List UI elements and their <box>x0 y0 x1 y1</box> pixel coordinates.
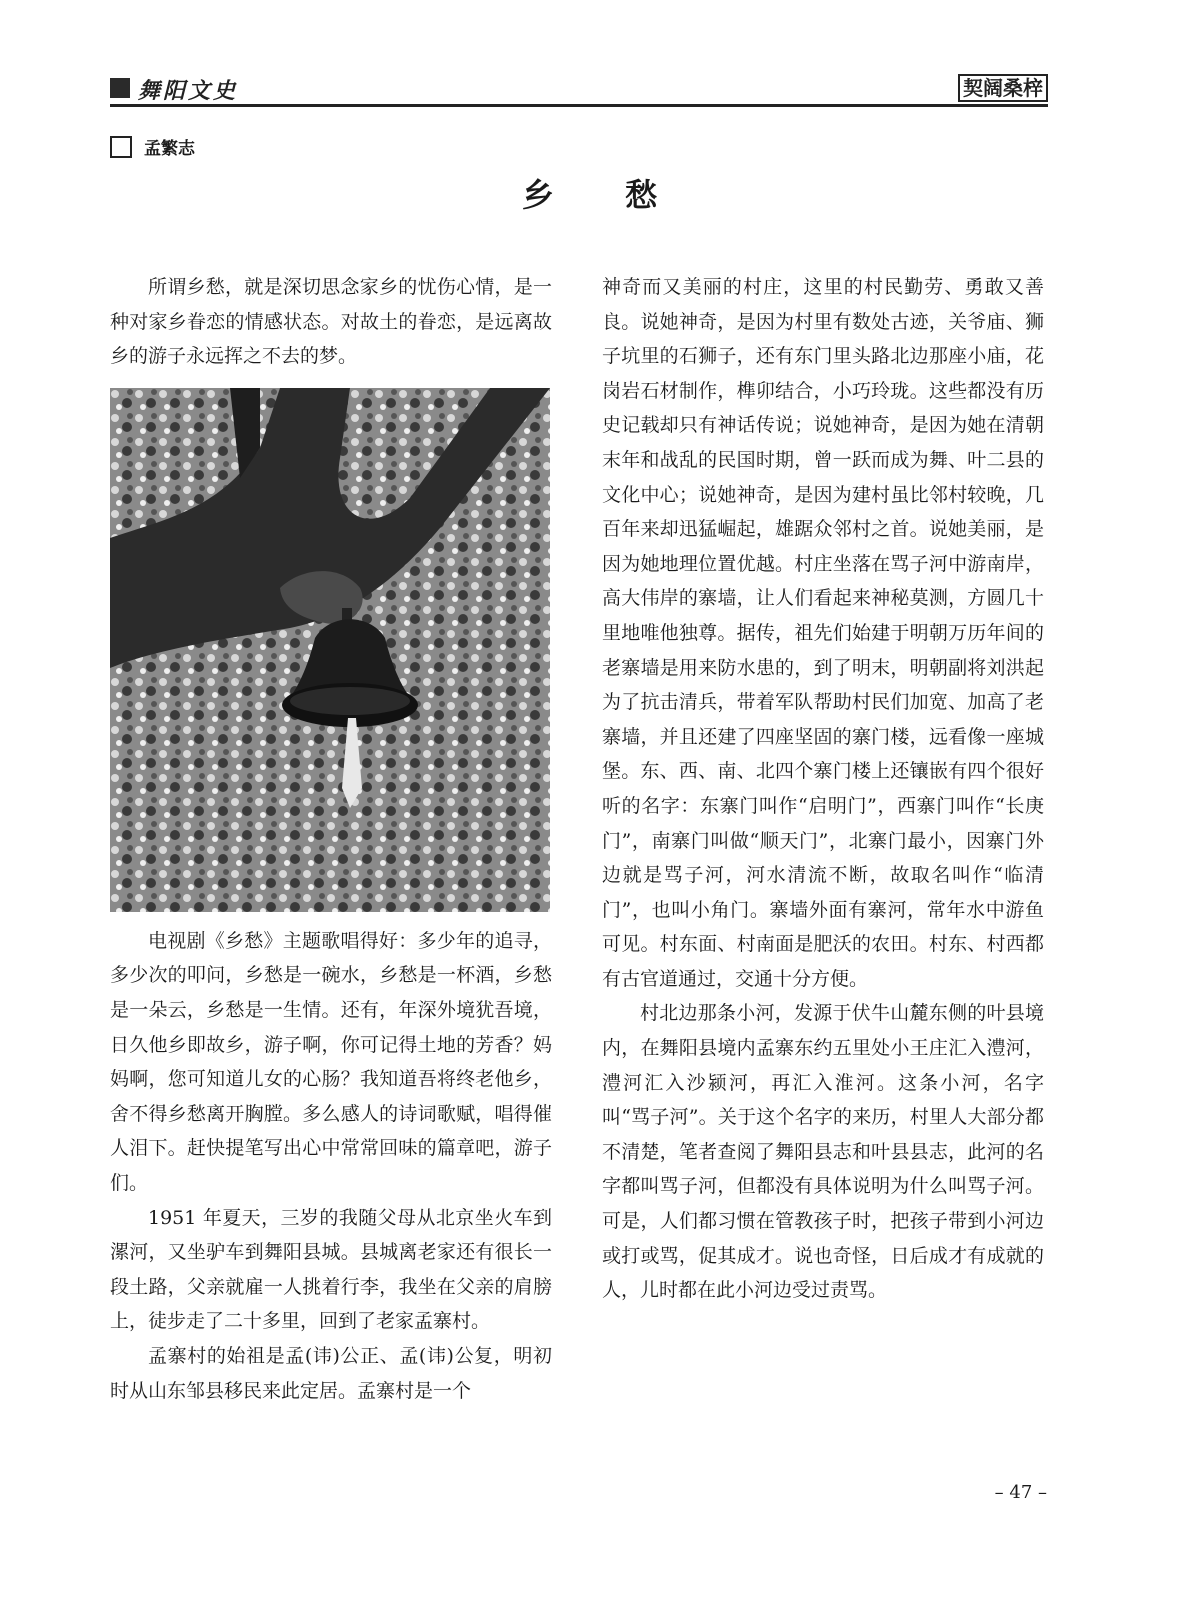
section-label: 契阔桑梓 <box>958 74 1048 102</box>
author-name: 孟繁志 <box>144 139 195 159</box>
paragraph: 孟寨村的始祖是孟(讳)公正、孟(讳)公复，明初时从山东邹县移民来此定居。孟寨村是一个 <box>110 1344 552 1402</box>
checkbox-square-icon <box>110 136 132 158</box>
paragraph: 所谓乡愁，就是深切思念家乡的忧伤心情，是一种对家乡眷恋的情感状态。对故土的眷恋，是远离故乡的游子永远挥之不去的梦。 <box>110 276 552 368</box>
paragraph: 电视剧《乡愁》主题歌唱得好：多少年的追寻，多少次的叩问，乡愁是一碗水，乡愁是一杯酒，乡愁是一朵云，乡愁是一生情。还有，年深外境犹吾境，日久他乡即故乡，游子啊，你可记得土地的芳香？妈妈啊，您可知道儿女的心肠？我知道吾将终老他乡，舍不得乡愁离开胸膛。多么感人的诗词歌赋，唱得催人泪下。赶快提笔写出心中常常回味的篇章吧，游子们。 <box>110 929 552 1194</box>
left-column <box>110 270 552 1408</box>
bell-photo <box>110 388 550 912</box>
author-line <box>110 136 195 162</box>
right-column <box>602 270 1044 1308</box>
page-number: – 47 – <box>994 1482 1047 1503</box>
journal-title: 舞阳文史 <box>138 78 239 104</box>
paragraph: 神奇而又美丽的村庄，这里的村民勤劳、勇敢又善良。说她神奇，是因为村里有数处古迹，关爷庙、狮子坑里的石狮子，还有东门里头路北边那座小庙，花岗岩石材制作，榫卯结合，小巧玲珑。这些都没有历史记载却只有神话传说；说她神奇，是因为她在清朝末年和战乱的民国时期，曾一跃而成为舞、叶二县的文化中心；说她神奇，是因为建村虽比邻村较晚，几百年来却迅猛崛起，雄踞众邻村之首。说她美丽，是因为她地理位置优越。村庄坐落在骂子河中游南岸，高大伟岸的寨墙，让人们看起来神秘莫测，方圆几十里地唯他独尊。据传，祖先们始建于明朝万历年间的老寨墙是用来防水患的，到了明末，明朝副将刘洪起为了抗击清兵，带着军队帮助村民们加宽、加高了老寨墙，并且还建了四座坚固的寨门楼，远看像一座城堡。东、西、南、北四个寨门楼上还镶嵌有四个很好听的名字：东寨门叫作“启明门”，西寨门叫作“长庚门”，南寨门叫做“顺天门”，北寨门最小，因寨门外边就是骂子河，河水清流不断，故取名叫作“临清门”，也叫小角门。寨墙外面有寨河，常年水中游鱼可见。村东面、村南面是肥沃的农田。村东、村西都有古官道通过，交通十分方便。 <box>602 276 1044 990</box>
paragraph: 1951 年夏天，三岁的我随父母从北京坐火车到漯河，又坐驴车到舞阳县城。县城离老家还有很长一段土路，父亲就雇一人挑着行李，我坐在父亲的肩膀上，徒步走了二十多里，回到了老家孟寨村。 <box>110 1206 552 1333</box>
page-header <box>110 74 1048 107</box>
header-square-icon <box>110 78 130 98</box>
article-title: 乡 愁 <box>521 176 688 214</box>
paragraph: 村北边那条小河，发源于伏牛山麓东侧的叶县境内，在舞阳县境内孟寨东约五里处小王庄汇入澧河，澧河汇入沙颍河，再汇入淮河。这条小河，名字叫“骂子河”。关于这个名字的来历，村里人大部分都不清楚，笔者查阅了舞阳县志和叶县县志，此河的名字都叫骂子河，但都没有具体说明为什么叫骂子河。可是，人们都习惯在管教孩子时，把孩子带到小河边或打或骂，促其成才。说也奇怪，日后成才有成就的人，儿时都在此小河边受过责骂。 <box>602 1002 1044 1302</box>
